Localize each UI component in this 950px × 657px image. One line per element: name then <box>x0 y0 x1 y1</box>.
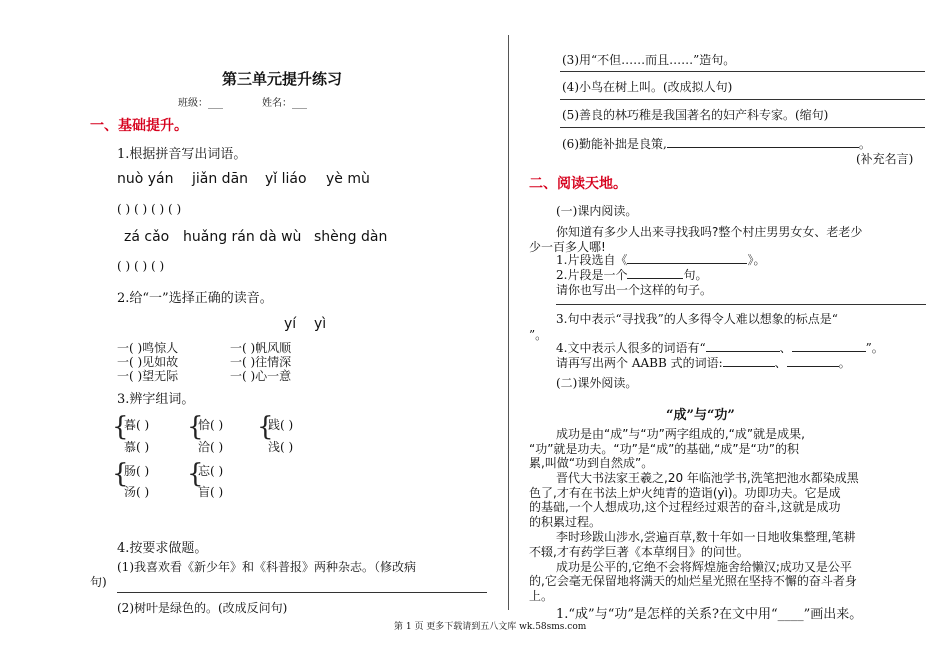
answer-blank[interactable] <box>723 354 775 367</box>
pinyin-row2-2: huǎng rán dà wù <box>183 229 302 245</box>
r1-q4-c: 请再写出两个 AABB 式的词语: <box>556 356 723 370</box>
char-pair-1a[interactable]: 暮( ) <box>124 418 150 432</box>
answer-line[interactable] <box>117 592 487 593</box>
brace-icon: { <box>257 412 274 442</box>
char-pair-4a[interactable]: 肠( ) <box>124 464 150 478</box>
brace-icon: { <box>187 459 204 489</box>
brace-icon: { <box>112 412 129 442</box>
r1-q2-a: 2.片段是一个 <box>556 268 628 282</box>
r1-q4-sep: 、 <box>779 341 792 355</box>
q4-6-hint: (补充名言) <box>856 152 914 166</box>
r1-q3-b: ”。 <box>529 328 548 342</box>
r1-q3-a: 3.句中表示“寻找我”的人多得令人难以想象的标点是“ <box>556 312 838 326</box>
q4-6-end: 。 <box>858 137 871 151</box>
r1-q4-b: ”。 <box>865 341 884 355</box>
r2-p2a: 晋代大书法家王羲之,20 年临池学书,洗笔把池水都染成黑 <box>556 471 859 485</box>
q4-2-text: (2)树叶是绿色的。(改成反问句) <box>117 601 288 615</box>
r2-p4a: 成功是公平的,它绝不会将辉煌施舍给懒汉;成功又是公平 <box>556 560 852 574</box>
reading-1-text2: 少一百多人哪! <box>529 240 606 254</box>
r2-p2c: 的基础,一个人想成功,这个过程经过艰苦的奋斗,这就是成功 <box>529 500 841 514</box>
answer-blank[interactable] <box>667 135 859 148</box>
answer-blank[interactable] <box>792 339 866 352</box>
char-pair-1b[interactable]: 慕( ) <box>124 440 150 454</box>
name-label <box>262 94 307 109</box>
answer-boxes-row2[interactable]: ( ) ( ) ( ) <box>117 259 165 273</box>
name-label-text: 姓名： <box>262 98 292 109</box>
r2-p3b: 不辍,才有药学巨著《本草纲目》的问世。 <box>529 545 749 559</box>
r2-p2b: 色了,才有在书法上炉火纯青的造诣(yì)。功即功夫。它是成 <box>529 486 841 500</box>
char-pair-2a[interactable]: 恰( ) <box>198 418 224 432</box>
answer-blank[interactable] <box>627 251 747 264</box>
r1-q4-a: 4.文中表示人很多的词语有“ <box>556 341 706 355</box>
char-pair-2b[interactable]: 洽( ) <box>198 440 224 454</box>
r2-p2d: 的积累过程。 <box>529 515 602 529</box>
q4-1-text: (1)我喜欢看《新少年》和《科普报》两种杂志。（修改病 <box>117 560 417 574</box>
section-reading: 二、阅读天地。 <box>529 176 627 192</box>
answer-line[interactable] <box>560 127 925 128</box>
answer-boxes-row1[interactable]: ( ) ( ) ( ) ( ) <box>117 202 182 216</box>
q4-4-text: (4)小鸟在树上叫。(改成拟人句) <box>562 80 733 94</box>
question-1: 1.根据拼音写出词语。 <box>117 147 247 162</box>
pinyin-row1-3: yǐ liáo <box>265 171 307 187</box>
answer-line[interactable] <box>560 71 925 72</box>
idiom-3a[interactable]: 一( )望无际 <box>117 369 179 383</box>
r2-p3a: 李时珍跋山涉水,尝遍百草,数十年如一日地收集整理,笔耕 <box>556 530 856 544</box>
pinyin-row2-1: zá cǎo <box>124 229 170 245</box>
r1-q1-b: 》。 <box>747 253 766 267</box>
idiom-2a[interactable]: 一( )见如故 <box>117 355 179 369</box>
char-pair-4b[interactable]: 汤( ) <box>124 485 150 499</box>
q4-6-prompt: (6)勤能补拙是良策, <box>562 137 667 151</box>
page-footer: 第 1 页 更多下载请到五八文库 wk.58sms.com <box>394 622 587 632</box>
r1-q2-b: 句。 <box>683 268 708 282</box>
idiom-1a[interactable]: 一( )鸣惊人 <box>117 341 179 355</box>
r1-q4-c-row <box>556 354 851 371</box>
pinyin-row2-3: shèng dàn <box>314 229 388 245</box>
r1-q1-a: 1.片段选自《 <box>556 253 628 267</box>
char-pair-3a[interactable]: 践( ) <box>268 418 294 432</box>
r1-q4-d: 。 <box>838 356 851 370</box>
q4-5-text: (5)善良的林巧稚是我国著名的妇产科专家。(缩句) <box>562 108 829 122</box>
answer-blank[interactable] <box>706 339 780 352</box>
idiom-3b[interactable]: 一( )心一意 <box>230 369 292 383</box>
char-pair-5b[interactable]: 盲( ) <box>198 485 224 499</box>
idiom-1b[interactable]: 一( )帆风顺 <box>230 341 292 355</box>
r2-p1c: 累,叫做“功到自然成”。 <box>529 456 654 470</box>
class-label-text: 班级： <box>178 98 208 109</box>
r2-p4c: 上。 <box>529 589 554 603</box>
r2-q1: 1.“成”与“功”是怎样的关系?在文中用“____”画出来。 <box>556 607 863 622</box>
brace-icon: { <box>112 459 129 489</box>
section-basic: 一、基础提升。 <box>90 118 188 134</box>
char-pair-3b[interactable]: 浅( ) <box>268 440 294 454</box>
r2-p1a: 成功是由“成”与“功”两字组成的,“成”就是成果, <box>556 427 805 441</box>
answer-blank[interactable] <box>627 266 683 279</box>
class-label <box>178 94 223 109</box>
pinyin-row1-1: nuò yán <box>117 171 174 187</box>
column-divider <box>508 35 509 610</box>
r1-q4-sep2: 、 <box>774 356 787 370</box>
r1-q2-c: 请你也写出一个这样的句子。 <box>556 283 713 297</box>
name-blank: ___ <box>292 98 307 109</box>
reading-1-text1: 你知道有多少人出来寻找我吗?整个村庄男男女女、老老少 <box>556 225 863 239</box>
answer-line[interactable] <box>560 99 925 100</box>
pinyin-yi2: yí <box>284 316 297 332</box>
q4-6-text <box>562 135 871 152</box>
r2-p1b: “功”就是功夫。“功”是“成”的基础,“成”是“功”的积 <box>529 442 799 456</box>
question-3: 3.辨字组词。 <box>117 392 195 407</box>
char-pair-5a[interactable]: 忘( ) <box>198 464 224 478</box>
reading-2-label: (二)课外阅读。 <box>556 376 638 390</box>
q4-3-text: (3)用“不但……而且……”造句。 <box>562 53 736 67</box>
pinyin-row1-2: jiǎn dān <box>192 171 249 187</box>
pinyin-yi4: yì <box>314 316 327 332</box>
idiom-2b[interactable]: 一( )往情深 <box>230 355 292 369</box>
question-2: 2.给“一”选择正确的读音。 <box>117 291 273 306</box>
reading-2-title: “成”与“功” <box>666 408 735 423</box>
question-4: 4.按要求做题。 <box>117 541 208 556</box>
answer-blank[interactable] <box>787 354 839 367</box>
page-title: 第三单元提升练习 <box>222 70 343 88</box>
r2-p4b: 的,它会毫无保留地将满天的灿烂星光照在坚持不懈的奋斗者身 <box>529 574 857 588</box>
q4-1-text-cont: 句) <box>90 575 107 589</box>
reading-1-label: (一)课内阅读。 <box>556 204 638 218</box>
class-blank: ___ <box>208 98 223 109</box>
brace-icon: { <box>187 412 204 442</box>
answer-line[interactable] <box>556 304 926 305</box>
pinyin-row1-4: yè mù <box>326 171 370 187</box>
